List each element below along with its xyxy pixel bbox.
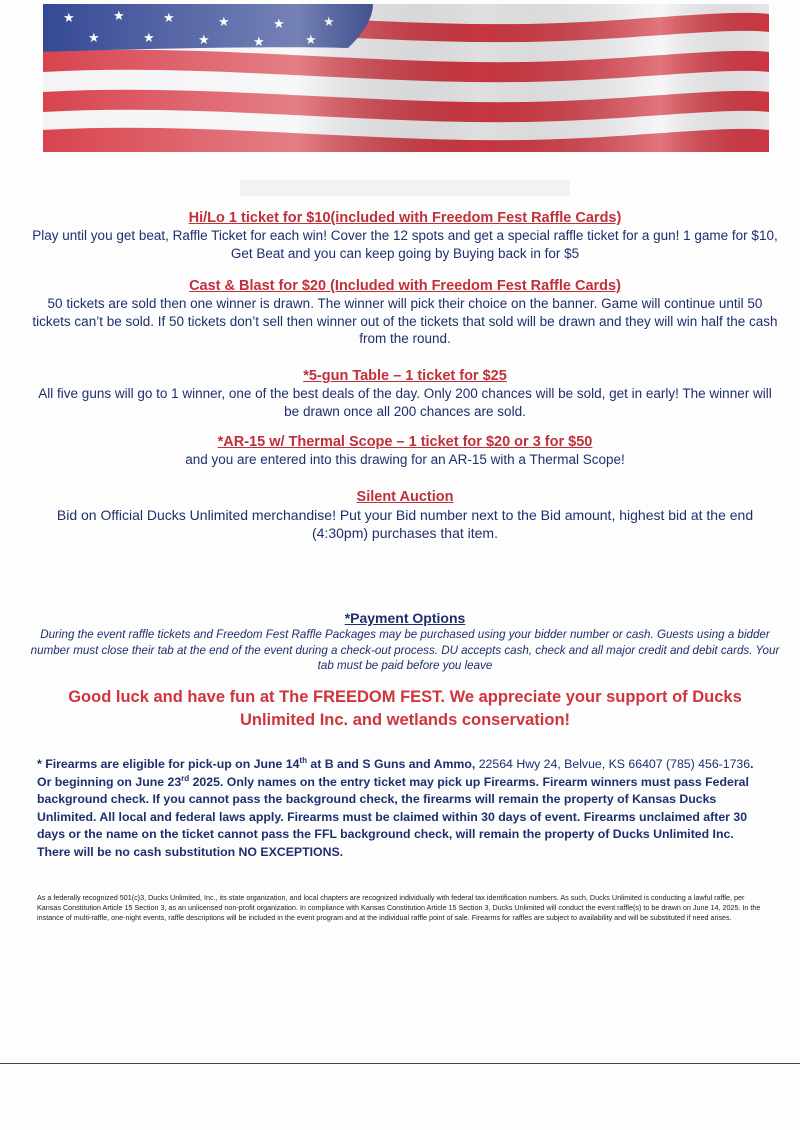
cast-blast-heading: Cast & Blast for $20 (Included with Freedom Fest Raffle Cards) (189, 278, 621, 294)
silent-auction-description: Bid on Official Ducks Unlimited merchandise! Put your Bid number next to the Bid amount, highest bid at the end (4:30pm) purchases that item. (56, 507, 754, 541)
faded-header-text (240, 180, 570, 196)
ar15-description: and you are entered into this drawing for an AR-15 with a Thermal Scope! (185, 452, 625, 467)
firearms-notice (37, 756, 765, 862)
payment-description: During the event raffle tickets and Freedom Fest Raffle Packages may be purchased using your bidder number or cash. Guests using a bidder number must close their tab at the end of the event during a check-out process. DU accepts cash, check and all major credit and debit cards. Your tab must be paid before you leave (30, 628, 780, 672)
ar15-section (30, 433, 780, 469)
hilo-section (30, 209, 780, 262)
firearms-text-3: . Or beginning on June 23 (37, 757, 754, 789)
firearms-text-4: 2025. Only names on the entry ticket may pick up Firearms. Firearm winners must pass Federal background check. If you cannot pass the background check, the firearms will remain the property of Kansas Ducks Unlimited. All local and federal laws apply. Firearms must be claimed within 30 days of event. Firearms unclaimed after 30 days or the name on the ticket cannot pass the FFL background check, will remain the property of Ducks Unlimited Inc. There will be no cash substitution NO EXCEPTIONS. (37, 774, 749, 859)
flag-graphic (43, 4, 769, 152)
good-luck-message (60, 686, 750, 732)
five-gun-description: All five guns will go to 1 winner, one of the best deals of the day. Only 200 chances will be sold, get in early! The winner will be drawn once all 200 chances are sold. (38, 386, 772, 419)
payment-section (30, 609, 780, 674)
legal-disclaimer: As a federally recognized 501(c)3, Ducks Unlimited, Inc., its state organization, and local chapters are recognized individually with federal tax identification numbers. As such, Ducks Unlimited is conducting a lawful raffle, per Kansas Constitution Article 15 Section 3, as an unlicensed non-profit organization. In compliance with Kansas Constitution Article 15 Section 3, Ducks Unlimited will conduct the event raffle(s) to be drawn on June 14, 2025. In the instance of multi-raffle, one-night events, raffle descriptions will be included in the event program and at the individual raffle point of sale. Firearms for raffles are subject to availability and will be substituted if need arises. (37, 893, 761, 922)
ar15-heading: *AR-15 w/ Thermal Scope – 1 ticket for $20 or 3 for $50 (217, 434, 593, 450)
american-flag-banner (43, 4, 769, 152)
silent-auction-section (30, 488, 780, 542)
firearms-text-1: * Firearms are eligible for pick-up on June 14 (37, 757, 300, 771)
hilo-description: Play until you get beat, Raffle Ticket for each win! Cover the 12 spots and get a special raffle ticket for a gun! 1 game for $10, Get Beat and you can keep going by Buying back in for $5 (32, 228, 778, 261)
firearms-sup-th: th (299, 755, 307, 765)
five-gun-section (30, 367, 780, 420)
good-luck-text: Good luck and have fun at The FREEDOM FEST. We appreciate your support of Ducks Unlimited Inc. and wetlands conservation! (68, 688, 742, 729)
silent-auction-heading: Silent Auction (356, 489, 454, 505)
bottom-divider (0, 1063, 800, 1064)
firearms-sup-rd: rd (181, 773, 190, 783)
cast-blast-description: 50 tickets are sold then one winner is drawn. The winner will pick their choice on the banner. Game will continue until 50 tickets can’t be sold. If 50 tickets don’t sell then winner out of the tickets that sold will be drawn and they will win half the cash from the round. (32, 296, 778, 346)
firearms-address: 22564 Hwy 24, Belvue, KS 66407 (785) 456-1736 (478, 757, 751, 771)
cast-blast-section (30, 277, 780, 348)
hilo-heading: Hi/Lo 1 ticket for $10(included with Freedom Fest Raffle Cards) (188, 210, 622, 226)
payment-heading: *Payment Options (344, 610, 466, 626)
five-gun-heading: *5-gun Table – 1 ticket for $25 (303, 368, 507, 384)
firearms-text-2: at B and S Guns and Ammo, (306, 757, 479, 771)
